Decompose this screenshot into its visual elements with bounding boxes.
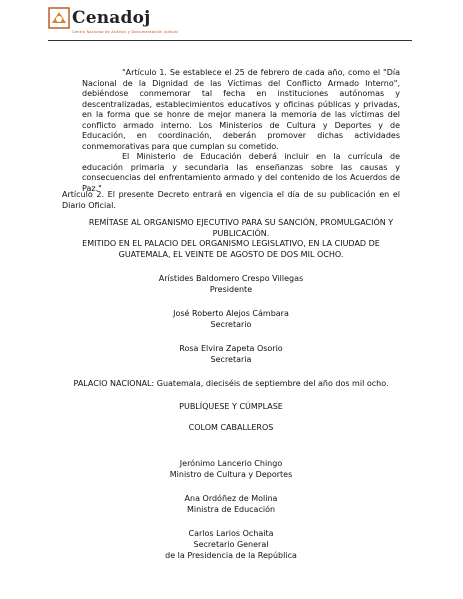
signatory-title-line-2: de la Presidencia de la República — [165, 551, 297, 560]
signatory-title: Presidente — [209, 285, 253, 294]
signatory-title: Ministro de Cultura y Deportes — [169, 470, 293, 479]
signatory-name: Arístides Baldomero Crespo Villegas — [158, 274, 304, 283]
signatory-title: Secretario — [210, 320, 252, 329]
article-1-paragraph-2: El Ministerio de Educación deberá incluir en la currícula de educación primaria y secundaria las enseñanzas sobre las causas y consecuencias del enfrentamiento armado y del contenido de los Acuerdos de Paz." — [82, 152, 400, 193]
publiquese-text: PUBLÍQUESE Y CÚMPLASE — [179, 402, 283, 411]
emitido-text: EMITIDO EN EL PALACIO DEL ORGANISMO LEGISLATIVO, EN LA CIUDAD DE GUATEMALA, EL VEINTE DE AGOSTO DE DOS MIL OCHO. — [82, 239, 380, 259]
signatory-title: Secretario General — [193, 540, 269, 549]
logo-name: Cenadoj — [72, 8, 151, 28]
article-1-paragraph: "Artículo 1. Se establece el 25 de febrero de cada año, como el "Día Nacional de la Dignidad de las Víctimas del Conflicto Armado Interno", debiéndose conmemorar tal fecha en instituciones autónomas y descentralizadas, establecimientos educativos y oficinas públicas y privadas, en la forma que se honre de mejor manera la memoria de las víctimas del conflicto armado interno. Los Ministerios de Cultura y Deportes y de Educación, en coordinación, deberán promover dichas actividades conmemorativas para que cumplan su cometido. — [82, 68, 400, 151]
signatory-name: Jerónimo Lancerio Chingo — [179, 459, 283, 468]
header-divider — [48, 40, 412, 41]
signatory-name: Rosa Elvira Zapeta Osorio — [179, 344, 283, 353]
signatory-name: Carlos Larios Ochaita — [188, 529, 274, 538]
signatory-name: José Roberto Alejos Cámbara — [173, 309, 289, 318]
cenadoj-logo-icon — [48, 7, 70, 29]
signatory-name: Ana Ordóñez de Molina — [184, 494, 278, 503]
president-name: COLOM CABALLEROS — [188, 423, 274, 432]
document-header — [48, 5, 412, 53]
article-2-paragraph: Artículo 2. El presente Decreto entrará en vigencia el día de su publicación en el Diario Oficial. — [62, 190, 400, 210]
article-1-block — [82, 68, 400, 194]
signatory-title: Ministra de Educación — [186, 505, 276, 514]
palacio-nacional-text: PALACIO NACIONAL: Guatemala, dieciséis de septiembre del año dos mil ocho. — [73, 379, 389, 388]
logo-subtitle: Centro Nacional de Análisis y Documentación Judicial — [72, 30, 179, 34]
signatory-title: Secretaria — [210, 355, 252, 364]
remitase-text: REMÍTASE AL ORGANISMO EJECUTIVO PARA SU SANCIÓN, PROMULGACIÓN Y PUBLICACIÓN. — [88, 218, 394, 238]
